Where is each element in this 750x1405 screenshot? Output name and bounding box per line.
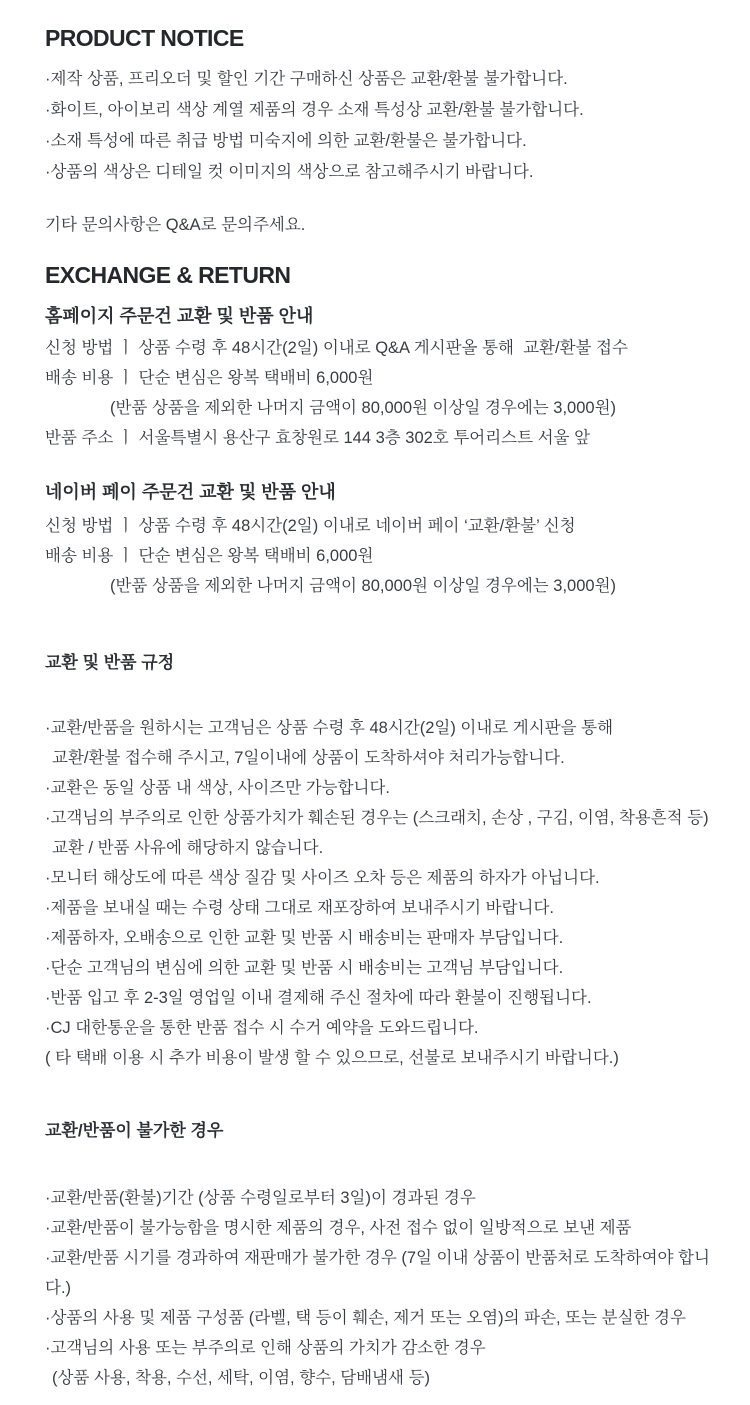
- not-allowed-heading: 교환/반품이 불가한 경우: [45, 1121, 224, 1140]
- notice-line: ·화이트, 아이보리 색상 계열 제품의 경우 소재 특성상 교환/환불 불가합니다.: [45, 101, 584, 119]
- not-allowed-list: [45, 1183, 712, 1393]
- rule-line: ·반품 입고 후 2-3일 영업일 이내 결제해 주신 절차에 따라 환불이 진행됩니다.: [45, 989, 592, 1007]
- naverpay-order-policy-list: [45, 511, 712, 601]
- restriction-line: ·교환/반품 시기를 경과하여 재판매가 불가한 경우 (7일 이내 상품이 반품처로 도착하여야 합니다.): [45, 1249, 710, 1297]
- policy-line: 반품 주소 ㅣ 서울특별시 용산구 효창원로 144 3층 302호 투어리스트 서울 앞: [45, 429, 591, 447]
- homepage-order-heading: 홈페이지 주문건 교환 및 반품 안내: [45, 306, 314, 326]
- contact-note: 기타 문의사항은 Q&A로 문의주세요.: [45, 216, 306, 234]
- notice-line: ·제작 상품, 프리오더 및 할인 기간 구매하신 상품은 교환/환불 불가합니다.: [45, 70, 568, 88]
- rule-line: ·교환/반품을 원하시는 고객님은 상품 수령 후 48시간(2일) 이내로 게시판을 통해: [45, 719, 614, 737]
- rule-line: ·모니터 해상도에 따른 색상 질감 및 사이즈 오차 등은 제품의 하자가 아닙니다.: [45, 869, 600, 887]
- exchange-rules-list: [45, 713, 712, 1073]
- naverpay-order-heading: 네이버 페이 주문건 교환 및 반품 안내: [45, 482, 336, 502]
- rule-line: ( 타 택배 이용 시 추가 비용이 발생 할 수 있으므로, 선불로 보내주시기 바랍니다.): [45, 1049, 619, 1067]
- policy-line: 신청 방법 ㅣ 상품 수령 후 48시간(2일) 이내로 네이버 페이 ‘교환/환불’ 신청: [45, 517, 576, 535]
- rule-line: ·CJ 대한통운을 통한 반품 접수 시 수거 예약을 도와드립니다.: [45, 1019, 479, 1037]
- policy-line: (반품 상품을 제외한 나머지 금액이 80,000원 이상일 경우에는 3,000원): [110, 577, 617, 595]
- product-notice-title: PRODUCT NOTICE: [45, 25, 244, 51]
- restriction-line: (상품 사용, 착용, 수선, 세탁, 이염, 향수, 담배냄새 등): [52, 1369, 431, 1387]
- product-notice-list: [45, 64, 712, 188]
- notice-line: ·소재 특성에 따른 취급 방법 미숙지에 의한 교환/환불은 불가합니다.: [45, 132, 527, 150]
- policy-line: (반품 상품을 제외한 나머지 금액이 80,000원 이상일 경우에는 3,000원): [110, 399, 617, 417]
- rule-line: 교환/환불 접수해 주시고, 7일이내에 상품이 도착하셔야 처리가능합니다.: [52, 749, 565, 767]
- homepage-order-policy-list: [45, 333, 712, 453]
- rule-line: ·제품을 보내실 때는 수령 상태 그대로 재포장하여 보내주시기 바랍니다.: [45, 899, 554, 917]
- policy-line: 배송 비용 ㅣ 단순 변심은 왕복 택배비 6,000원: [45, 369, 374, 387]
- rule-line: ·교환은 동일 상품 내 색상, 사이즈만 가능합니다.: [45, 779, 391, 797]
- rule-line: ·고객님의 부주의로 인한 상품가치가 훼손된 경우는 (스크래치, 손상 , 구김, 이염, 착용흔적 등): [45, 809, 709, 827]
- restriction-line: ·교환/반품이 불가능함을 명시한 제품의 경우, 사전 접수 없이 일방적으로 보낸 제품: [45, 1219, 632, 1237]
- exchange-return-title: EXCHANGE & RETURN: [45, 262, 291, 288]
- rule-line: ·단순 고객님의 변심에 의한 교환 및 반품 시 배송비는 고객님 부담입니다.: [45, 959, 564, 977]
- restriction-line: ·고객님의 사용 또는 부주의로 인해 상품의 가치가 감소한 경우: [45, 1339, 486, 1357]
- rule-line: ·제품하자, 오배송으로 인한 교환 및 반품 시 배송비는 판매자 부담입니다.: [45, 929, 564, 947]
- restriction-line: ·상품의 사용 및 제품 구성품 (라벨, 택 등이 훼손, 제거 또는 오염)의 파손, 또는 분실한 경우: [45, 1309, 686, 1327]
- rule-line: 교환 / 반품 사유에 해당하지 않습니다.: [52, 839, 324, 857]
- exchange-rules-heading: 교환 및 반품 규정: [45, 653, 175, 672]
- notice-line: ·상품의 색상은 디테일 컷 이미지의 색상으로 참고해주시기 바랍니다.: [45, 163, 534, 181]
- restriction-line: ·교환/반품(환불)기간 (상품 수령일로부터 3일)이 경과된 경우: [45, 1189, 476, 1207]
- policy-line: 배송 비용 ㅣ 단순 변심은 왕복 택배비 6,000원: [45, 547, 374, 565]
- policy-line: 신청 방법 ㅣ 상품 수령 후 48시간(2일) 이내로 Q&A 게시판올 통해 교환/환불 접수: [45, 339, 628, 357]
